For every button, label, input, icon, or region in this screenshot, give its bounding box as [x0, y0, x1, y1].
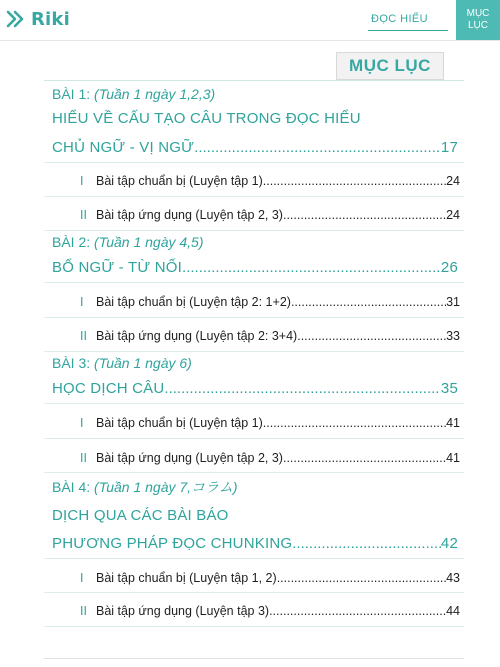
nav-link-underline [368, 30, 448, 31]
lesson-schedule: (Tuần 1 ngày 7,コラム) [94, 479, 238, 495]
divider [44, 558, 464, 559]
tab-label-line2: LỤC [467, 20, 488, 31]
page-number: 35 [440, 380, 458, 397]
leader-dots [292, 535, 441, 552]
page-number: 24 [446, 174, 460, 188]
toc-item[interactable] [80, 571, 460, 585]
roman-numeral: II [80, 329, 87, 343]
roman-numeral: I [80, 295, 84, 309]
leader-dots [263, 416, 446, 430]
lesson-4-heading-2[interactable] [52, 535, 458, 552]
item-text: Bài tập ứng dụng (Luyện tập 2: 3+4) [96, 329, 298, 343]
toc-item[interactable] [80, 295, 460, 309]
lesson-label: BÀI 4: [52, 479, 91, 495]
leader-dots [277, 571, 446, 585]
app-header [0, 0, 500, 41]
lesson-3-header [52, 355, 192, 371]
page-number: 41 [446, 416, 460, 430]
lesson-schedule: (Tuần 1 ngày 1,2,3) [94, 86, 216, 102]
page-number: 41 [446, 451, 460, 465]
leader-dots [291, 295, 446, 309]
item-text: Bài tập ứng dụng (Luyện tập 2, 3) [96, 208, 283, 222]
leader-dots [269, 604, 446, 618]
page-number: 17 [440, 139, 458, 156]
toc-item[interactable] [80, 329, 460, 343]
heading-text: HỌC DỊCH CÂU [52, 380, 165, 397]
lesson-label: BÀI 1: [52, 86, 91, 102]
item-text: Bài tập chuẩn bị (Luyện tập 1) [96, 174, 263, 188]
item-text: Bài tập ứng dụng (Luyện tập 3) [96, 604, 270, 618]
divider [44, 230, 464, 231]
toc-item[interactable] [80, 208, 460, 222]
tab-muc-luc[interactable] [456, 0, 500, 40]
heading-text: HIỂU VỀ CẤU TẠO CÂU TRONG ĐỌC HIỂU [52, 110, 361, 127]
item-text: Bài tập chuẩn bị (Luyện tập 1, 2) [96, 571, 277, 585]
toc-item[interactable] [80, 451, 460, 465]
lesson-1-header [52, 86, 215, 102]
riki-logo-icon [6, 9, 28, 29]
toc-title: MỤC LỤC [336, 52, 444, 80]
leader-dots [263, 174, 446, 188]
heading-text: CHỦ NGỮ - VỊ NGỮ [52, 139, 195, 156]
heading-text: PHƯƠNG PHÁP ĐỌC CHUNKING [52, 535, 293, 552]
lesson-4-heading-1[interactable] [52, 507, 458, 524]
heading-text: DỊCH QUA CÁC BÀI BÁO [52, 507, 229, 524]
lesson-label: BÀI 2: [52, 234, 91, 250]
divider [44, 351, 464, 352]
lesson-1-heading-2[interactable] [52, 139, 458, 156]
roman-numeral: I [80, 174, 84, 188]
divider [44, 282, 464, 283]
page-number: 33 [446, 329, 460, 343]
toc-item[interactable] [80, 174, 460, 188]
item-text: Bài tập chuẩn bị (Luyện tập 2: 1+2) [96, 295, 291, 309]
leader-dots [297, 329, 446, 343]
toc-item[interactable] [80, 416, 460, 430]
logo[interactable] [6, 8, 70, 30]
page-number: 26 [440, 259, 458, 276]
tab-label-line1: MỤC [466, 8, 490, 19]
divider [44, 658, 464, 659]
divider [44, 162, 464, 163]
lesson-schedule: (Tuần 1 ngày 6) [94, 355, 192, 371]
divider [44, 438, 464, 439]
divider [44, 592, 464, 593]
page-number: 24 [446, 208, 460, 222]
divider [44, 403, 464, 404]
page-number: 42 [440, 535, 458, 552]
lesson-2-header [52, 234, 204, 250]
lesson-schedule: (Tuần 1 ngày 4,5) [94, 234, 204, 250]
toc-item[interactable] [80, 604, 460, 618]
leader-dots [182, 259, 441, 276]
leader-dots [194, 139, 441, 156]
lesson-2-heading-1[interactable] [52, 259, 458, 276]
divider [44, 317, 464, 318]
roman-numeral: I [80, 571, 84, 585]
roman-numeral: I [80, 416, 84, 430]
divider [44, 80, 464, 81]
divider [44, 196, 464, 197]
page-number: 31 [446, 295, 460, 309]
lesson-1-heading-1[interactable] [52, 110, 458, 127]
leader-dots [283, 451, 446, 465]
divider [44, 626, 464, 627]
page-number: 43 [446, 571, 460, 585]
leader-dots [164, 380, 441, 397]
item-text: Bài tập chuẩn bị (Luyện tập 1) [96, 416, 263, 430]
nav-link-doc-hieu[interactable]: ĐỌC HIỂU [371, 13, 428, 25]
lesson-4-header [52, 477, 238, 497]
roman-numeral: II [80, 208, 87, 222]
roman-numeral: II [80, 451, 87, 465]
leader-dots [283, 208, 446, 222]
roman-numeral: II [80, 604, 87, 618]
lesson-label: BÀI 3: [52, 355, 91, 371]
divider [44, 472, 464, 473]
logo-text: Riki [31, 8, 70, 30]
lesson-3-heading-1[interactable] [52, 380, 458, 397]
page-number: 44 [446, 604, 460, 618]
item-text: Bài tập ứng dụng (Luyện tập 2, 3) [96, 451, 283, 465]
heading-text: BỔ NGỮ - TỪ NỐI [52, 259, 183, 276]
